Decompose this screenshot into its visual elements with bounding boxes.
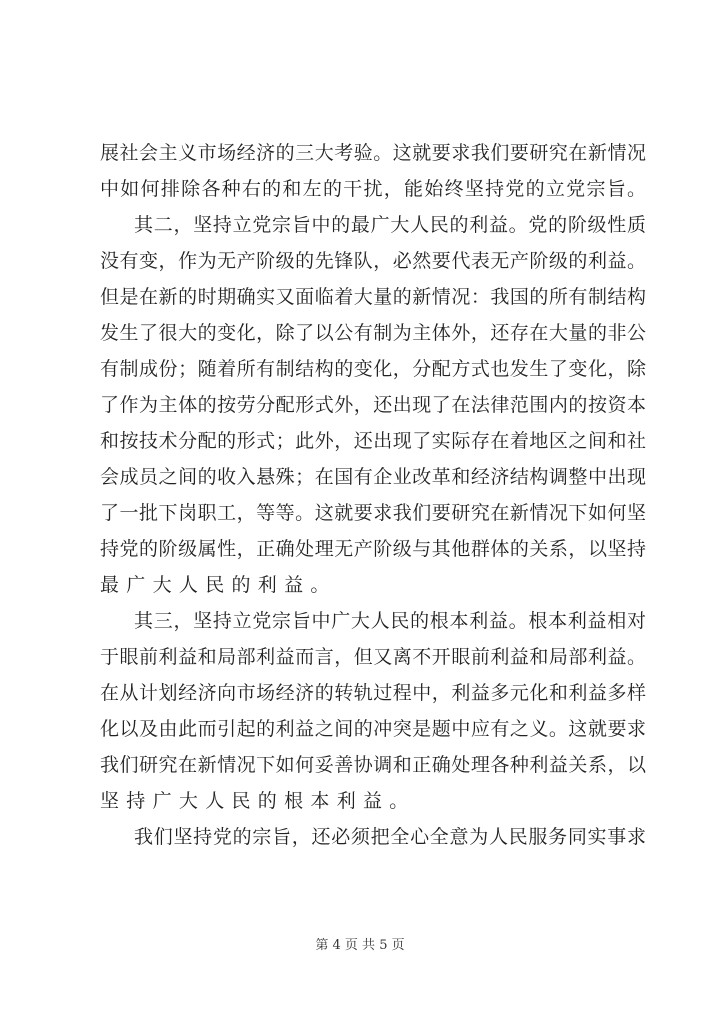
text-line: 会成员之间的收入悬殊；在国有企业改革和经济结构调整中出现: [100, 466, 646, 488]
text-line: 我们研究在新情况下如何妥善协调和正确处理各种利益关系，以: [100, 754, 646, 776]
text-line: 但是在新的时期确实又面临着大量的新情况：我国的所有制结构: [100, 286, 646, 308]
paragraph-start-line: 其二，坚持立党宗旨中的最广大人民的利益。党的阶级性质: [134, 214, 646, 236]
paragraph-end-line: 坚持广大人民的根本利益。: [100, 790, 416, 812]
text-line: 发生了很大的变化，除了以公有制为主体外，还存在大量的非公: [100, 322, 646, 344]
paragraph-start-line: 其三，坚持立党宗旨中广大人民的根本利益。根本利益相对: [134, 610, 646, 632]
paragraph-start-line: 我们坚持党的宗旨，还必须把全心全意为人民服务同实事求: [134, 826, 646, 848]
text-line: 没有变，作为无产阶级的先锋队，必然要代表无产阶级的利益。: [100, 250, 646, 272]
text-line: 持党的阶级属性，正确处理无产阶级与其他群体的关系，以坚持: [100, 538, 646, 560]
text-line: 了一批下岗职工，等等。这就要求我们要研究在新情况下如何坚: [100, 502, 646, 524]
text-line: 中如何排除各种右的和左的干扰，能始终坚持党的立党宗旨。: [100, 178, 646, 200]
text-line: 和按技术分配的形式；此外，还出现了实际存在着地区之间和社: [100, 430, 646, 452]
text-line: 于眼前利益和局部利益而言，但又离不开眼前利益和局部利益。: [100, 646, 646, 668]
paragraph-end-line: 最广大人民的利益。: [100, 574, 337, 596]
page-number-footer: 第 4 页 共 5 页: [315, 938, 405, 953]
text-line: 展社会主义市场经济的三大考验。这就要求我们要研究在新情况: [100, 142, 646, 164]
text-line: 有制成份；随着所有制结构的变化，分配方式也发生了变化，除: [100, 358, 646, 380]
text-line: 在从计划经济向市场经济的转轨过程中，利益多元化和利益多样: [100, 682, 646, 704]
text-line: 了作为主体的按劳分配形式外，还出现了在法律范围内的按资本: [100, 394, 646, 416]
text-line: 化以及由此而引起的利益之间的冲突是题中应有之义。这就要求: [100, 718, 646, 740]
